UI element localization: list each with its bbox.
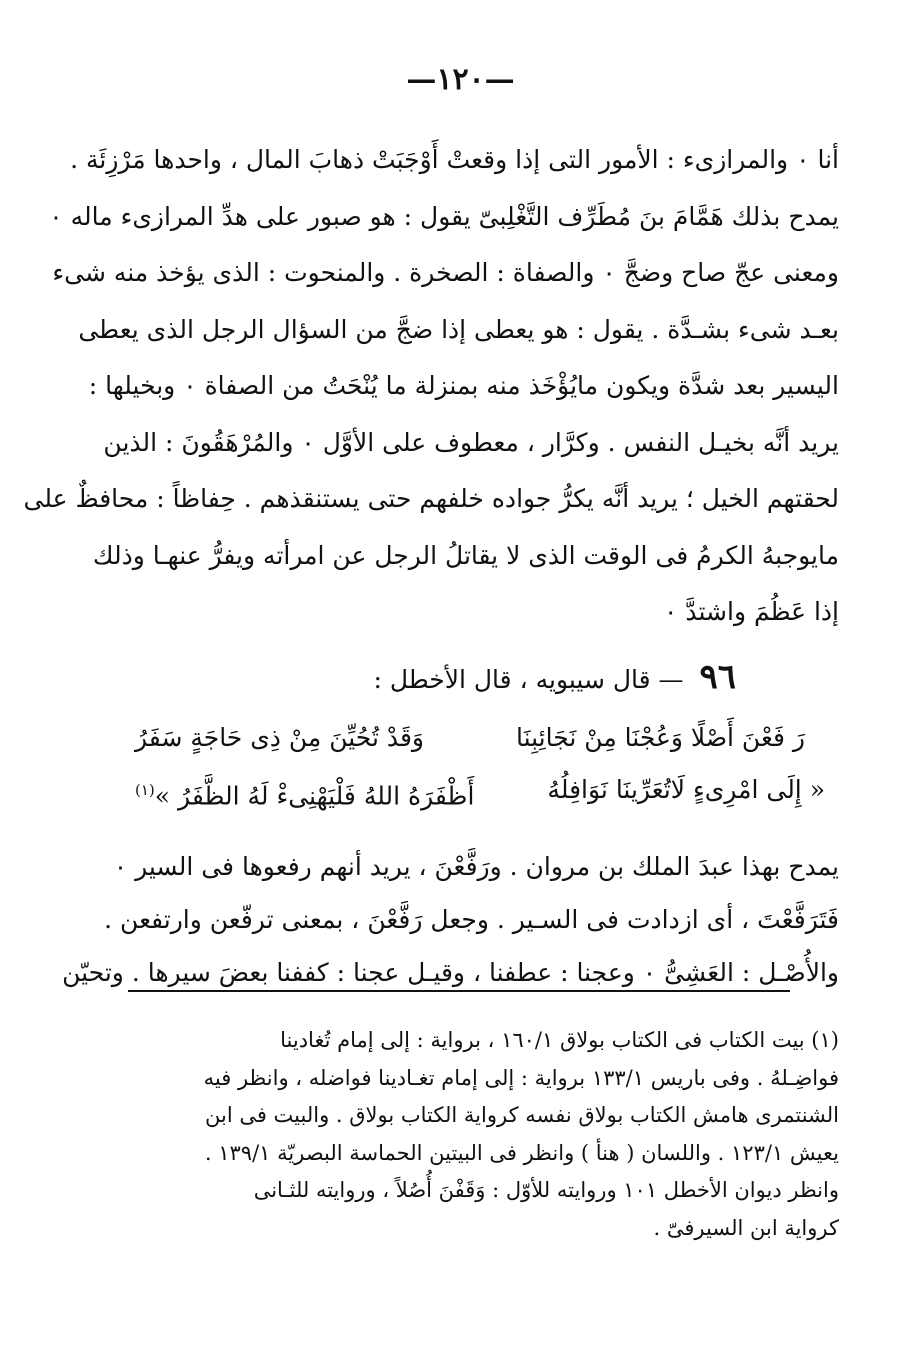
text-line: اليسير بعد شدَّة ويكون مايُؤْخَذ منه بمنزلة ما يُنْحَتُ من الصفاة ٠ وبخيلها : [88, 371, 839, 400]
text-line: يمدح بذلك هَمَّامَ بنَ مُطَرِّف التَّغْلِبىّ يقول : هو صبور على هدِّ المرازىء ماله ٠ [49, 201, 839, 231]
text-line: فَتَرَفَّعْتَ ، أى ازدادت فى السـير . وجعل رَفَّعْنَ ، بمعنى ترفّعن وارتفعن . [104, 905, 839, 934]
text-line: والأُصْـل : العَشِىُّ ٠ وعجنا : عطفنا ، وقيـل عجنا : كففنا بعضَ سيرها . وتحيّن [62, 958, 839, 987]
verse-second-hemistich [135, 768, 474, 818]
verse-second-hemistich-text: أَظْفَرَهُ اللهُ فَلْيَهْنِىءْ لَهُ الظَّفَرُ » [154, 781, 475, 811]
verse-first-hemistich: رَ فَعْنَ أَصْلًا وَعُجْنَا مِنْ نَجَائِبِنَا [515, 723, 805, 752]
text-line: يريد أنَّه بخيـل النفس . وكرَّار ، معطوف على الأوَّل ٠ والمُرْهَقُونَ : الذين [103, 427, 839, 457]
verse-second-hemistich: وَقَدْ تُحُيِّنَ مِنْ ذِى حَاجَةٍ سَفَرُ [135, 723, 424, 752]
verse-first-hemistich: « إِلَى امْرِىءٍ لَاتُعَرِّينَا نَوَافِلُهُ [547, 775, 825, 804]
entry-intro: — قال سيبويه ، قال الأخطل : [373, 665, 684, 694]
footnote-marker: (١) [135, 781, 155, 799]
verse-line-1 [135, 716, 805, 760]
page-number: —١٢٠— [406, 62, 515, 97]
entry-number: ٩٦ [699, 657, 736, 697]
commentary-paragraph-1 [23, 132, 839, 641]
commentary-paragraph-2 [62, 840, 839, 999]
footnote-line: يعيش ١٢٣/١ . واللسان ( هنأ ) وانظر فى البيتين الحماسة البصريّة ١٣٩/١ . [204, 1140, 839, 1165]
text-line: ومعنى عجّ صاح وضجَّ ٠ والصفاة : الصخرة . والمنحوت : الذى يؤخذ منه شىء [52, 258, 839, 287]
text-line: يمدح بهذا عبدَ الملك بن مروان . ورَفَّعْنَ ، يريد أنهم رفعوها فى السير ٠ [113, 852, 839, 881]
text-line: لحقتهم الخيل ؛ يريد أنَّه يكرُّ جواده خلفهم حتى يستنقذهم . حِفاظاً : محافظٌ على [23, 484, 839, 513]
footnote-line: وانظر ديوان الأخطل ١٠١ وروايته للأوّل : وَقَفْنَ أُصُلاً ، وروايته للثـانى [253, 1178, 839, 1202]
footnote-divider [128, 990, 790, 992]
text-line: مايوجبهُ الكرمُ فى الوقت الذى لا يقاتلُ الرجل عن امرأته ويفرُّ عنهـا وذلك [92, 540, 839, 570]
footnote-line: الشنتمرى هامش الكتاب بولاق نفسه كرواية الكتاب بولاق . والبيت فى ابن [205, 1103, 839, 1127]
verse-line-2 [135, 768, 825, 818]
footnote-line: (١) بيت الكتاب فى الكتاب بولاق ١٦٠/١ ، برواية : إلى إمام تُغادينا [280, 1028, 839, 1052]
footnote-line: فواضِـلهُ . وفى باريس ١٣٣/١ برواية : إلى إمام تغـادينا فواضله ، وانظر فيه [203, 1065, 839, 1090]
footnotes [131, 1022, 839, 1247]
text-line: بعـد شىء بشـدَّة . يقول : هو يعطى إذا ضجَّ من السؤال الرجل الذى يعطى [78, 314, 839, 344]
footnote-line: كرواية ابن السيرفىّ . [653, 1215, 839, 1240]
text-line: إذا عَظُمَ واشتدَّ ٠ [664, 597, 839, 626]
entry-heading [373, 655, 736, 702]
text-line: أنا ٠ والمرازىء : الأمور التى إذا وقعتْ أَوْجَبَتْ ذهابَ المال ، واحدها مَرْزِئَة . [70, 145, 839, 174]
